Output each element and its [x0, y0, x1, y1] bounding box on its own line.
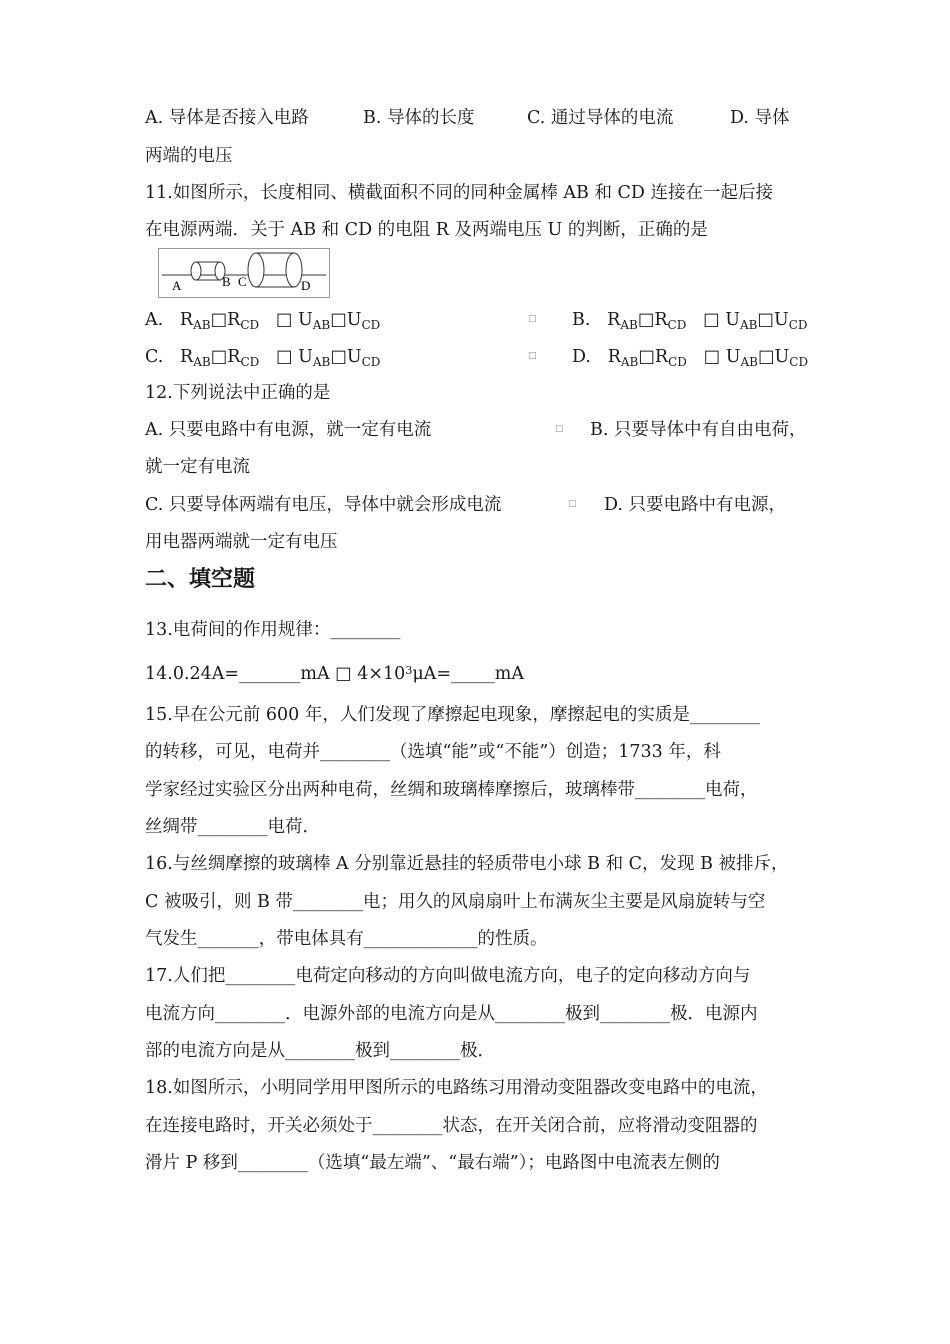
q12-title: 12.下列说法中正确的是 — [145, 383, 331, 403]
q12-separator-1: □ — [555, 424, 564, 434]
q11-option-a — [145, 309, 380, 336]
subscript: CD — [667, 318, 687, 332]
q17-line-2: 电流方向________．电源外部的电流方向是从________极到________极．电源内 — [145, 1004, 758, 1024]
q15-line-4: 丝绸带________电荷． — [145, 817, 320, 837]
subscript: AB — [193, 355, 211, 369]
voltage-symbol: U — [725, 310, 740, 330]
subscript: AB — [312, 355, 331, 369]
q12-option-d-continued: 用电器两端就一定有电压 — [145, 532, 338, 552]
voltage-symbol: U — [297, 310, 313, 330]
q12-separator-2: □ — [568, 499, 577, 509]
q17-line-3: 部的电流方向是从________极到________极． — [145, 1041, 495, 1061]
q11-separator-2: □ — [528, 351, 537, 361]
voltage-symbol: U — [298, 347, 313, 367]
relation-mark: □ — [330, 347, 347, 367]
q12-option-b: B. 只要导体中有自由电荷， — [590, 420, 807, 440]
voltage-symbol: U — [774, 347, 790, 367]
resistance-symbol: R — [654, 310, 668, 330]
voltage-symbol: U — [725, 347, 741, 367]
subscript: CD — [361, 318, 381, 332]
q14-text — [145, 660, 524, 685]
q11-option-d-label: D. — [572, 347, 591, 367]
q16-line-1: 16.与丝绸摩擦的玻璃棒 A 分别靠近悬挂的轻质带电小球 B 和 C，发现 B 被排斥， — [145, 854, 789, 874]
figure-label-c: C — [238, 274, 247, 289]
q18-line-2: 在连接电路时，开关必须处于________状态，在开关闭合前，应将滑动变阻器的 — [145, 1116, 758, 1136]
q11-text-line-1: 11.如图所示，长度相同、横截面积不同的同种金属棒 AB 和 CD 连接在一起后接 — [145, 183, 773, 203]
figure-label-d: D — [301, 278, 311, 293]
q16-line-3: 气发生_______，带电体具有_____________的性质。 — [145, 929, 548, 949]
q11-text-line-2: 在电源两端．关于 AB 和 CD 的电阻 R 及两端电压 U 的判断，正确的是 — [145, 220, 708, 240]
q18-line-3: 滑片 P 移到________（选填“最左端”、“最右端”）；电路图中电流表左侧的 — [145, 1153, 720, 1173]
q11-conductor-figure — [158, 248, 330, 298]
figure-label-a: A — [172, 278, 182, 293]
subscript: CD — [789, 355, 809, 369]
q12-option-c: C. 只要导体两端有电压，导体中就会形成电流 — [145, 495, 502, 515]
q11-option-c — [145, 346, 380, 373]
subscript: AB — [739, 318, 758, 332]
subscript: CD — [361, 355, 381, 369]
q18-line-1: 18.如图所示，小明同学用甲图所示的电路练习用滑动变阻器改变电路中的电流， — [145, 1078, 768, 1098]
subscript: AB — [193, 318, 211, 332]
resistance-symbol: R — [180, 347, 194, 367]
separator-mark: □ — [275, 347, 293, 367]
resistance-symbol: R — [607, 347, 621, 367]
q10-option-b: B. 导体的长度 — [363, 108, 475, 128]
relation-mark: □ — [210, 310, 228, 330]
relation-mark: □ — [637, 310, 655, 330]
relation-mark: □ — [638, 347, 655, 367]
voltage-symbol: U — [346, 347, 362, 367]
subscript: CD — [240, 318, 260, 332]
q14-part-2: μA=_____mA — [412, 664, 524, 684]
q10-option-d: D. 导体 — [730, 108, 790, 128]
q11-option-b — [572, 309, 808, 336]
q15-line-2: 的转移，可见，电荷并________（选填“能”或“不能”）创造；1733 年，科 — [145, 742, 721, 762]
subscript: CD — [788, 318, 808, 332]
resistance-symbol: R — [654, 347, 669, 367]
subscript: AB — [620, 355, 639, 369]
q14-part-1: 14.0.24A=_______mA □ 4×10 — [145, 664, 406, 684]
separator-mark: □ — [703, 310, 720, 330]
separator-mark: □ — [275, 310, 293, 330]
q11-option-c-label: C. — [145, 347, 164, 367]
q10-option-c: C. 通过导体的电流 — [527, 108, 674, 128]
q11-option-a-label: A. — [145, 310, 164, 330]
q12-option-a: A. 只要电路中有电源，就一定有电流 — [145, 420, 432, 440]
relation-mark: □ — [330, 310, 347, 330]
q11-separator-1: □ — [528, 314, 537, 324]
q16-line-2: C 被吸引，则 B 带________电；用久的风扇扇叶上布满灰尘主要是风扇旋转与空 — [145, 892, 766, 912]
resistance-symbol: R — [607, 310, 621, 330]
subscript: AB — [312, 318, 331, 332]
q11-option-d — [572, 346, 808, 373]
q17-line-1: 17.人们把________电荷定向移动的方向叫做电流方向，电子的定向移动方向与 — [145, 966, 751, 986]
subscript: AB — [740, 355, 758, 369]
q11-option-b-label: B. — [572, 310, 591, 330]
q10-option-a: A. 导体是否接入电路 — [145, 108, 309, 128]
q15-line-3: 学家经过实验区分出两种电荷，丝绸和玻璃棒摩擦后，玻璃棒带________电荷， — [145, 780, 758, 800]
resistance-symbol: R — [227, 347, 241, 367]
q12-option-b-continued: 就一定有电流 — [145, 457, 250, 477]
relation-mark: □ — [210, 347, 228, 367]
voltage-symbol: U — [346, 310, 362, 330]
q15-line-1: 15.早在公元前 600 年，人们发现了摩擦起电现象，摩擦起电的实质是________ — [145, 705, 760, 725]
resistance-symbol: R — [179, 310, 194, 330]
separator-mark: □ — [703, 347, 721, 367]
resistance-symbol: R — [227, 310, 241, 330]
q14-exponent: 3 — [405, 664, 413, 677]
relation-mark: □ — [757, 347, 775, 367]
q10-option-d-continued: 两端的电压 — [145, 146, 233, 166]
subscript: CD — [668, 355, 687, 369]
section-heading-fill-in: 二、填空题 — [145, 567, 256, 592]
figure-label-b: B — [222, 274, 231, 289]
subscript: AB — [620, 318, 638, 332]
q12-option-d: D. 只要电路中有电源， — [604, 495, 787, 515]
voltage-symbol: U — [773, 310, 789, 330]
q13-text: 13.电荷间的作用规律：________ — [145, 620, 401, 640]
subscript: CD — [240, 355, 260, 369]
relation-mark: □ — [757, 310, 774, 330]
